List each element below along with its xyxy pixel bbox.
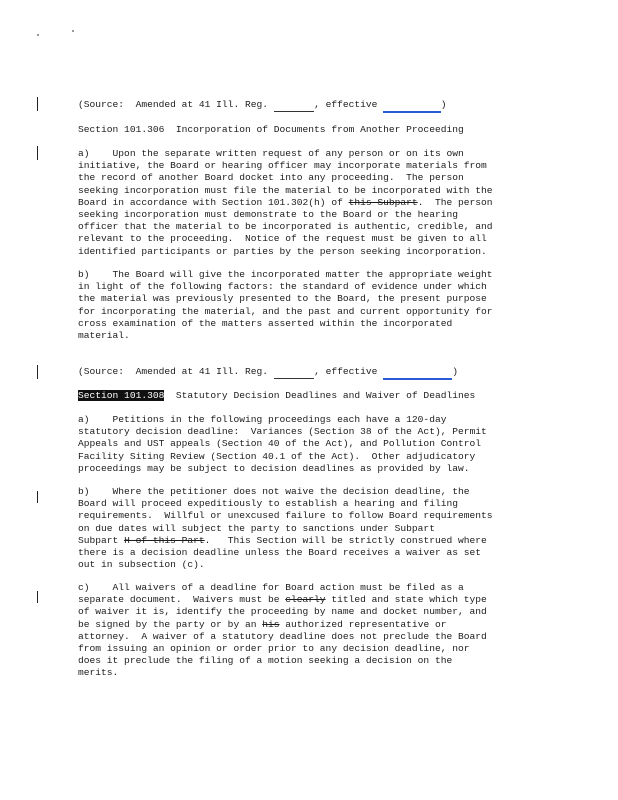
paragraph-b: b) Where the petitioner does not waive the decision deadline, the Board will proceed expeditiously to establish a hearing and filing requirements. Willful or unexcused failure to follow Board requirements on due dates will subject the party to sanctions under Subpart Subpart H of this Part. This Section will be strictly construed where there is a decision deadline unless the Board receives a waiver as set out in subsection (c). — [78, 486, 493, 571]
source-suffix: ) — [440, 99, 447, 110]
change-bar — [37, 491, 38, 503]
deleted-text: H of this Part — [124, 534, 205, 546]
blank-reg — [274, 99, 314, 112]
paragraph-a: a) Upon the separate written request of any person or on its own initiative, the Board or hearing officer may incorporate materials from the record of another Board docket into any proceeding. The person seeking incorporation must file the material to be incorporated with the Board in accordance with Section 101.302(h) of this Subpart. The person seeking incorporation must demonstrate to the Board or the hearing officer that the material to be incorporated is authentic, credible, and relevant to the proceeding. Notice of the request must be given to all identified participants or parties by the person seeking incorporation. — [78, 148, 493, 257]
section-heading: Section 101.308 Statutory Decision Deadlines and Waiver of Deadlines — [78, 390, 476, 401]
change-bar — [37, 365, 38, 379]
source-prefix: (Source: Amended at 41 Ill. Reg. — [78, 366, 274, 377]
scan-speck — [72, 30, 74, 32]
change-bar — [37, 97, 38, 111]
change-bar — [37, 146, 38, 160]
section-number-highlight: Section 101.308 — [78, 390, 165, 401]
blank-effective — [383, 366, 452, 380]
paragraph-c: c) All waivers of a deadline for Board action must be filed as a separate document. Waivers must be clearly titled and state which type of waiver it is, identify the proceeding by name and docket number, and be signed by the party or by an his authorized representative or attorney. A waiver of a statutory deadline does not preclude the Board from issuing an opinion or order prior to any decision deadline, nor does it preclude the filing of a motion seeking a decision on the merits. — [78, 582, 487, 679]
source-prefix: (Source: Amended at 41 Ill. Reg. — [78, 99, 274, 110]
source-note — [78, 366, 544, 378]
scan-speck — [37, 34, 39, 36]
blank-reg — [274, 366, 314, 379]
section-heading: Section 101.306 Incorporation of Documents from Another Proceeding — [78, 124, 464, 135]
source-middle: , effective — [314, 366, 384, 377]
source-note — [78, 99, 544, 111]
paragraph-a: a) Petitions in the following proceedings each have a 120-day statutory decision deadline: Variances (Section 38 of the Act), Permit Appeals and UST appeals (Section 40 of the Act), and Pollution Control Facility Siting Review (Section 40.1 of the Act). Other adjudicatory proceedings may be subject to decision deadlines as provided by law. — [78, 414, 487, 474]
source-middle: , effective — [314, 99, 384, 110]
deleted-text: clearly — [285, 594, 326, 606]
source-suffix: ) — [452, 366, 459, 377]
change-bar — [37, 591, 38, 603]
deleted-text: this Subpart — [348, 196, 418, 208]
deleted-text: his — [262, 618, 280, 630]
paragraph-b: b) The Board will give the incorporated matter the appropriate weight in light of the following factors: the standard of evidence under which the material was previously presented to the Board, the present purpose for incorporating the material, and the past and current opportunity for cross examination of the matters asserted within the incorporated material. — [78, 269, 493, 341]
blank-effective — [383, 99, 441, 113]
